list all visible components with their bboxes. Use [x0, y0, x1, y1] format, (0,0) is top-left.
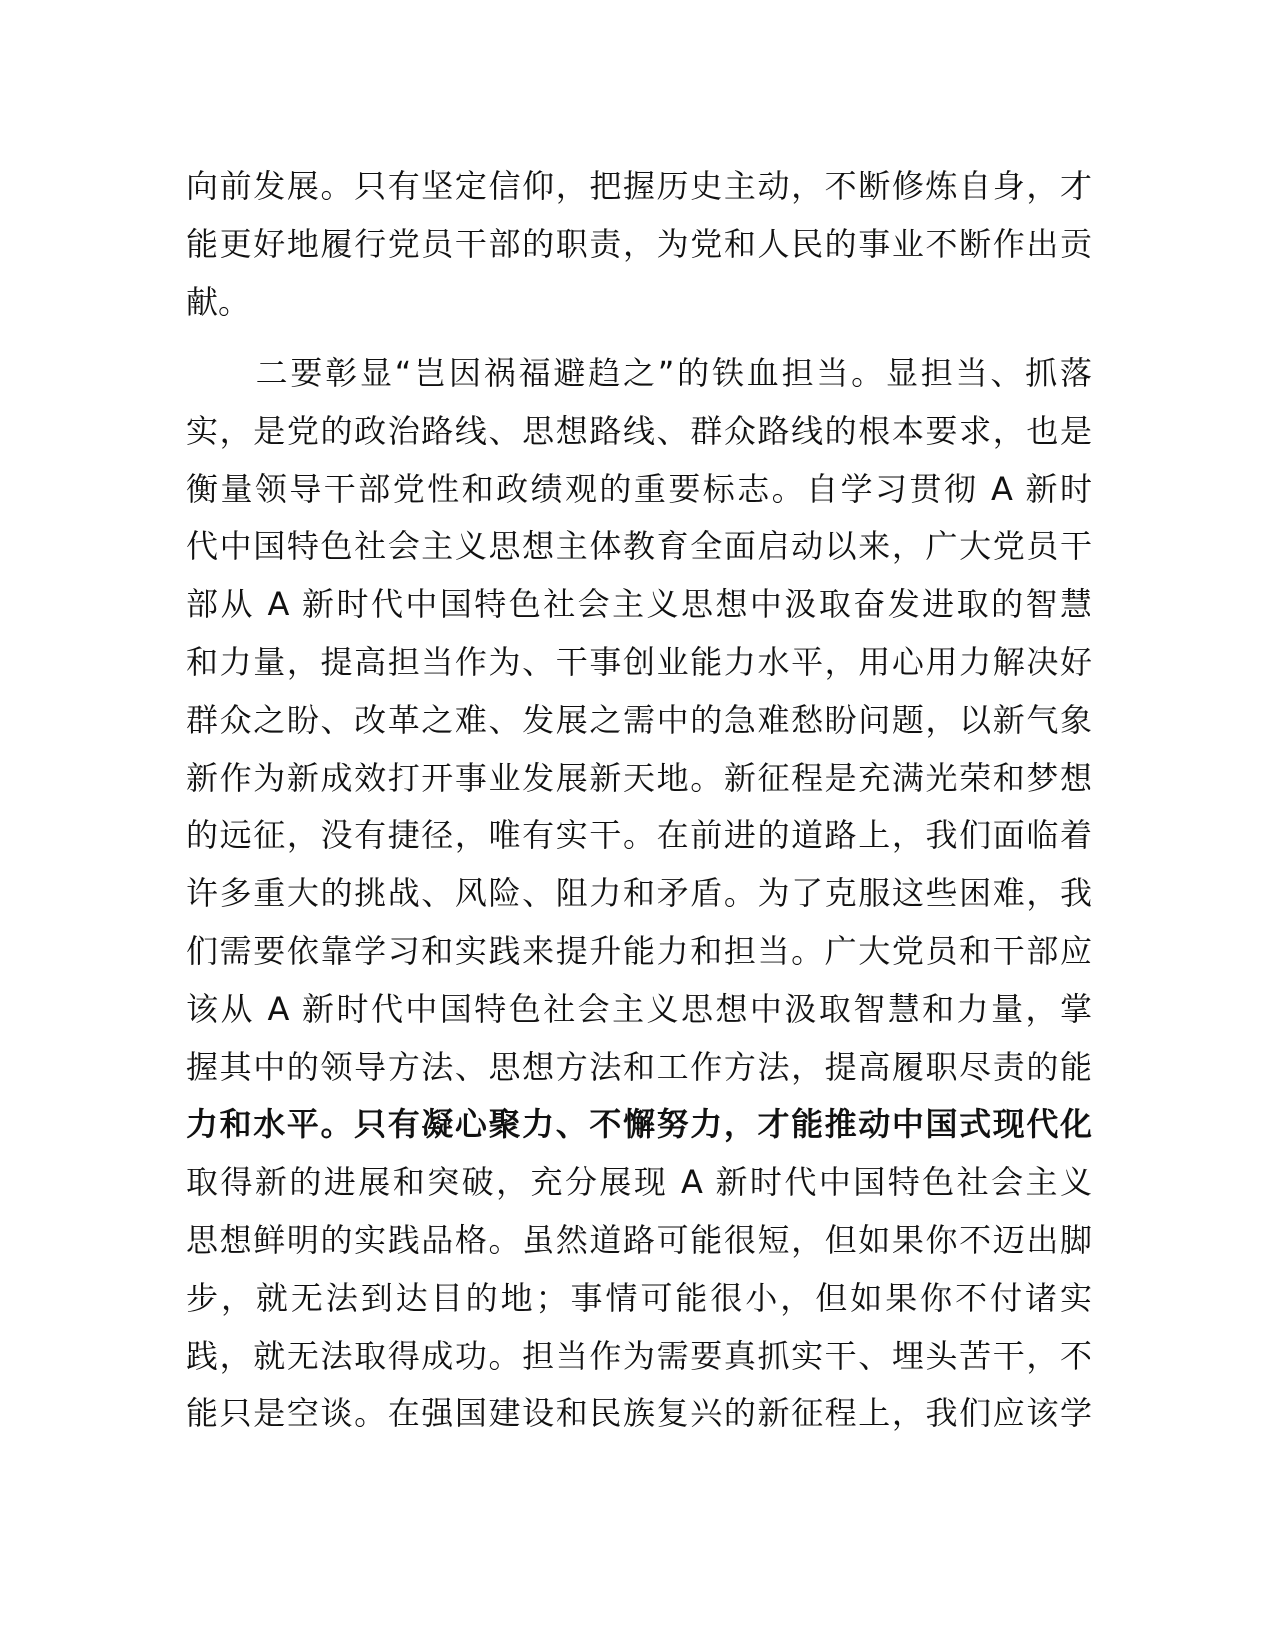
paragraph-line: 该从 A 新时代中国特色社会主义思想中汲取智慧和力量，掌: [186, 989, 1092, 1028]
paragraph-line: 二要彰显“岂因祸福避趋之”的铁血担当。显担当、抓落: [186, 354, 1092, 392]
paragraph-line: 向前发展。只有坚定信仰，把握历史主动，不断修炼自身，才: [186, 167, 1092, 205]
paragraph-line: 握其中的领导方法、思想方法和工作方法，提高履职尽责的能: [186, 1047, 1092, 1086]
paragraph-1: [186, 158, 1092, 331]
paragraph-line: 取得新的进展和突破，充分展现 A 新时代中国特色社会主义: [186, 1163, 1092, 1202]
paragraph-line: 力和水平。只有凝心聚力、不懈努力，才能推动中国式现代化: [186, 1105, 1092, 1144]
paragraph-line: 能更好地履行党员干部的职责，为党和人民的事业不断作出贡: [186, 224, 1092, 263]
paragraph-line: 能只是空谈。在强国建设和民族复兴的新征程上，我们应该学: [186, 1394, 1092, 1433]
paragraph-line: 部从 A 新时代中国特色社会主义思想中汲取奋发进取的智慧: [186, 585, 1092, 624]
paragraph-line: 群众之盼、改革之难、发展之需中的急难愁盼问题，以新气象: [186, 700, 1092, 739]
paragraph-line: 许多重大的挑战、风险、阻力和矛盾。为了克服这些困难，我: [186, 874, 1092, 913]
paragraph-line: 步，就无法到达目的地；事情可能很小，但如果你不付诸实: [186, 1278, 1092, 1317]
paragraph-line: 献。: [186, 282, 251, 321]
paragraph-line: 和力量，提高担当作为、干事创业能力水平，用心用力解决好: [186, 642, 1092, 681]
paragraph-line: 代中国特色社会主义思想主体教育全面启动以来，广大党员干: [186, 527, 1092, 566]
paragraph-line: 新作为新成效打开事业发展新天地。新征程是充满光荣和梦想: [186, 758, 1092, 797]
paragraph-line: 的远征，没有捷径，唯有实干。在前进的道路上，我们面临着: [186, 816, 1092, 855]
paragraph-2: [186, 345, 1092, 1443]
paragraph-line: 思想鲜明的实践品格。虽然道路可能很短，但如果你不迈出脚: [186, 1220, 1092, 1259]
paragraph-line: 们需要依靠学习和实践来提升能力和担当。广大党员和干部应: [186, 931, 1092, 970]
paragraph-line: 衡量领导干部党性和政绩观的重要标志。自学习贯彻 A 新时: [186, 469, 1092, 508]
paragraph-line: 实，是党的政治路线、思想路线、群众路线的根本要求，也是: [186, 411, 1092, 450]
paragraph-line: 践，就无法取得成功。担当作为需要真抓实干、埋头苦干，不: [186, 1336, 1092, 1375]
